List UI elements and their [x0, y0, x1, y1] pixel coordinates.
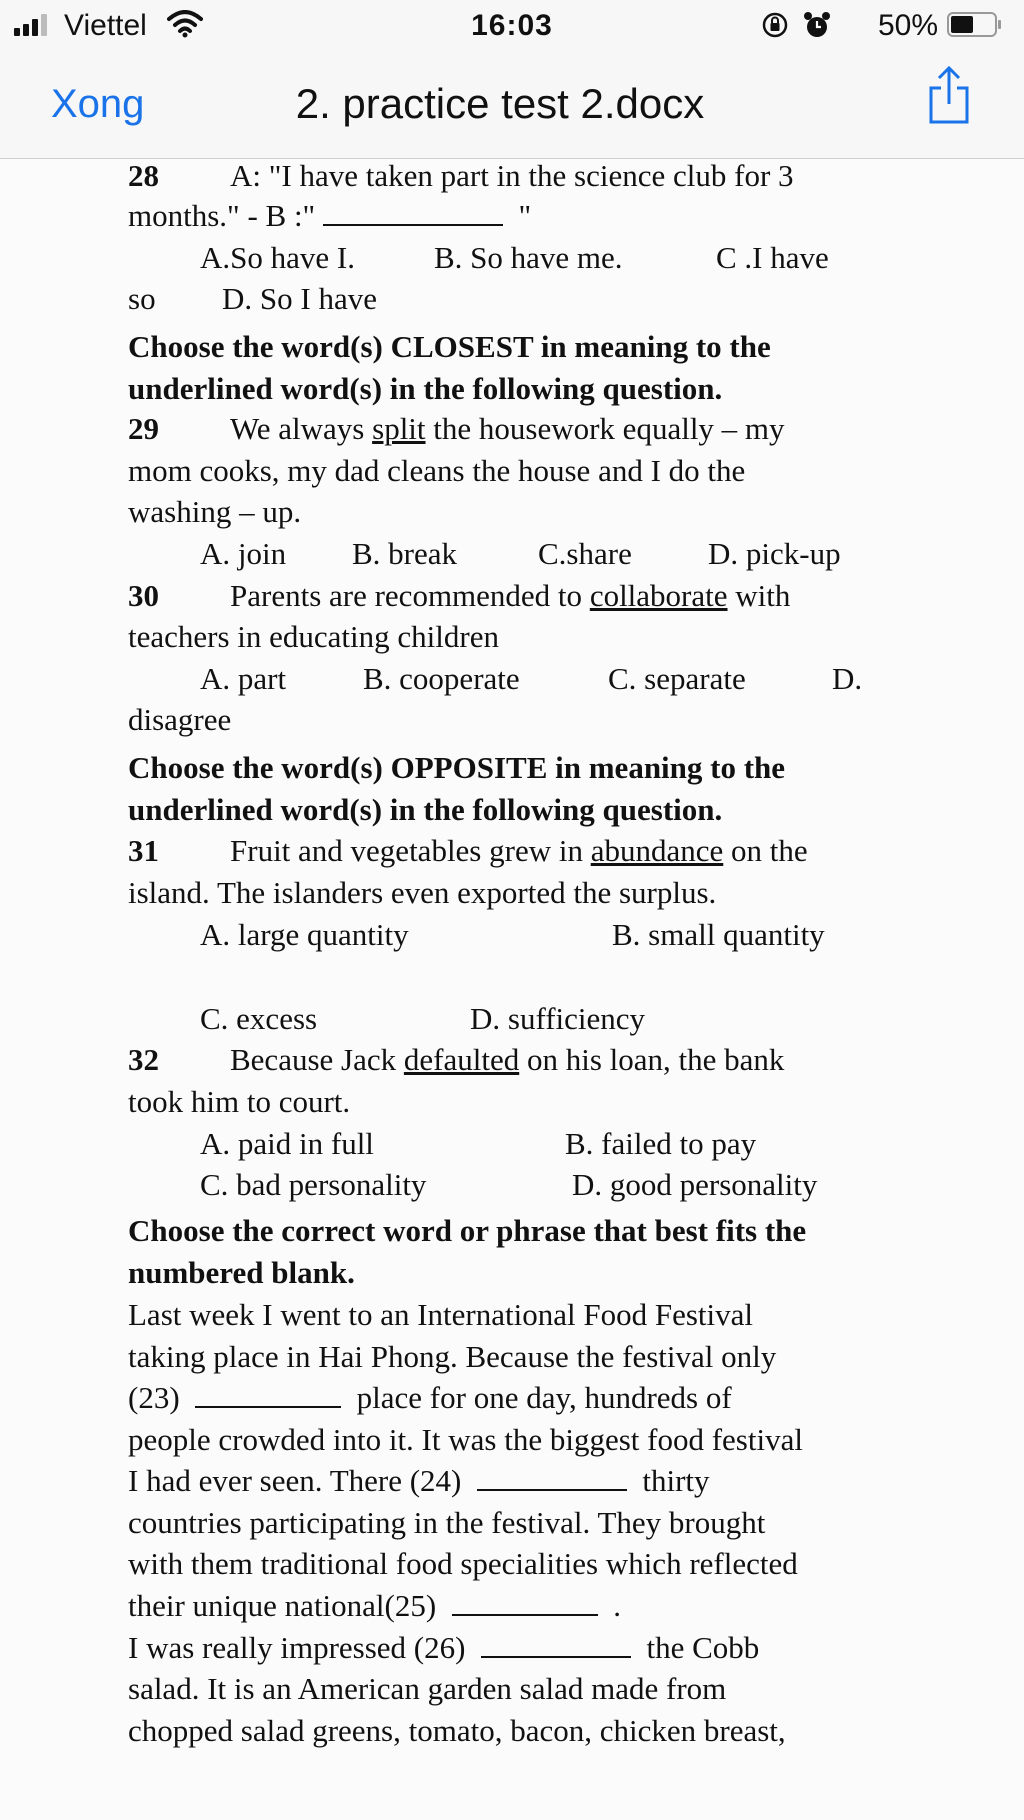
question-text: mom cooks, my dad cleans the house and I do the	[128, 453, 746, 488]
option-d: D. good personality	[572, 1167, 818, 1202]
option-c: C. bad personality	[200, 1167, 427, 1202]
question-text: We always split the housework equally – my	[230, 411, 785, 446]
answer-blank	[195, 1380, 341, 1408]
question-text: Fruit and vegetables grew in abundance on the	[230, 833, 808, 868]
question-text: washing – up.	[128, 494, 302, 529]
passage-line: Last week I went to an International Food Festival	[128, 1297, 754, 1332]
option-b: B. break	[352, 536, 458, 571]
document-name: 2. practice test 2.docx	[295, 80, 705, 127]
clock: 16:03	[471, 9, 553, 42]
status-bar	[0, 0, 1024, 50]
option-a: A.So have I.	[200, 240, 355, 275]
section-heading: underlined word(s) in the following question.	[128, 792, 723, 827]
option-a: A. paid in full	[200, 1126, 374, 1161]
nav-bar	[0, 50, 1024, 159]
answer-blank	[477, 1463, 627, 1491]
option-a: A. part	[200, 661, 287, 696]
option-d: D. sufficiency	[470, 1001, 646, 1036]
option-d-continued: disagree	[128, 702, 232, 737]
option-c-continued: so	[128, 281, 156, 316]
passage-line: I had ever seen. There (24) thirty	[128, 1463, 710, 1498]
page-title	[0, 80, 1024, 128]
passage-line: people crowded into it. It was the biggest food festival	[128, 1422, 803, 1457]
option-c: C.share	[538, 536, 632, 571]
question-text: Parents are recommended to collaborate with	[230, 578, 791, 613]
question-text: months." - B :" "	[128, 198, 532, 233]
orientation-lock-icon	[762, 12, 788, 38]
question-number: 30	[128, 578, 159, 613]
document-view[interactable]	[0, 159, 1024, 1820]
option-c: C .I have	[716, 240, 829, 275]
question-text: Because Jack defaulted on his loan, the bank	[230, 1042, 785, 1077]
option-c: C. excess	[200, 1001, 318, 1036]
section-heading: Choose the word(s) OPPOSITE in meaning to the	[128, 750, 786, 785]
done-button[interactable]: Xong	[51, 82, 145, 126]
underlined-word: split	[372, 411, 426, 446]
question-text: island. The islanders even exported the surplus.	[128, 875, 717, 910]
answer-blank	[452, 1588, 598, 1616]
question-text: A: "I have taken part in the science club for 3	[230, 158, 794, 193]
share-icon	[925, 64, 973, 126]
question-number: 28	[128, 158, 159, 193]
passage-line: I was really impressed (26) the Cobb	[128, 1630, 760, 1665]
option-b: B. So have me.	[434, 240, 623, 275]
share-button[interactable]	[925, 64, 973, 126]
option-b: B. failed to pay	[565, 1126, 757, 1161]
question-number: 29	[128, 411, 159, 446]
alarm-icon	[803, 11, 831, 39]
underlined-word: abundance	[590, 833, 724, 868]
answer-blank	[323, 198, 503, 226]
option-d: D. So I have	[222, 281, 377, 316]
passage-line: chopped salad greens, tomato, bacon, chicken breast,	[128, 1713, 786, 1748]
option-d: D.	[832, 661, 863, 696]
passage-line: with them traditional food specialities which reflected	[128, 1546, 798, 1581]
section-heading: numbered blank.	[128, 1255, 355, 1290]
section-heading: Choose the word(s) CLOSEST in meaning to the	[128, 329, 771, 364]
option-a: A. join	[200, 536, 287, 571]
passage-line: taking place in Hai Phong. Because the festival only	[128, 1339, 777, 1374]
passage-line: countries participating in the festival. They brought	[128, 1505, 766, 1540]
question-text: took him to court.	[128, 1084, 351, 1119]
option-c: C. separate	[608, 661, 746, 696]
option-b: B. cooperate	[363, 661, 520, 696]
question-number: 31	[128, 833, 159, 868]
option-a: A. large quantity	[200, 917, 409, 952]
underlined-word: defaulted	[403, 1042, 520, 1077]
passage-line: (23) place for one day, hundreds of	[128, 1380, 732, 1415]
section-heading: underlined word(s) in the following question.	[128, 371, 723, 406]
passage-line: their unique national(25) .	[128, 1588, 621, 1623]
question-number: 32	[128, 1042, 159, 1077]
battery-percent: 50%	[878, 9, 939, 42]
carrier-name: Viettel	[64, 9, 147, 42]
battery-icon	[947, 12, 1003, 37]
option-b: B. small quantity	[612, 917, 825, 952]
option-d: D. pick-up	[708, 536, 841, 571]
passage-line: salad. It is an American garden salad made from	[128, 1671, 727, 1706]
question-text: teachers in educating children	[128, 619, 499, 654]
section-heading: Choose the correct word or phrase that best fits the	[128, 1213, 807, 1248]
underlined-word: collaborate	[589, 578, 728, 613]
answer-blank	[481, 1630, 631, 1658]
